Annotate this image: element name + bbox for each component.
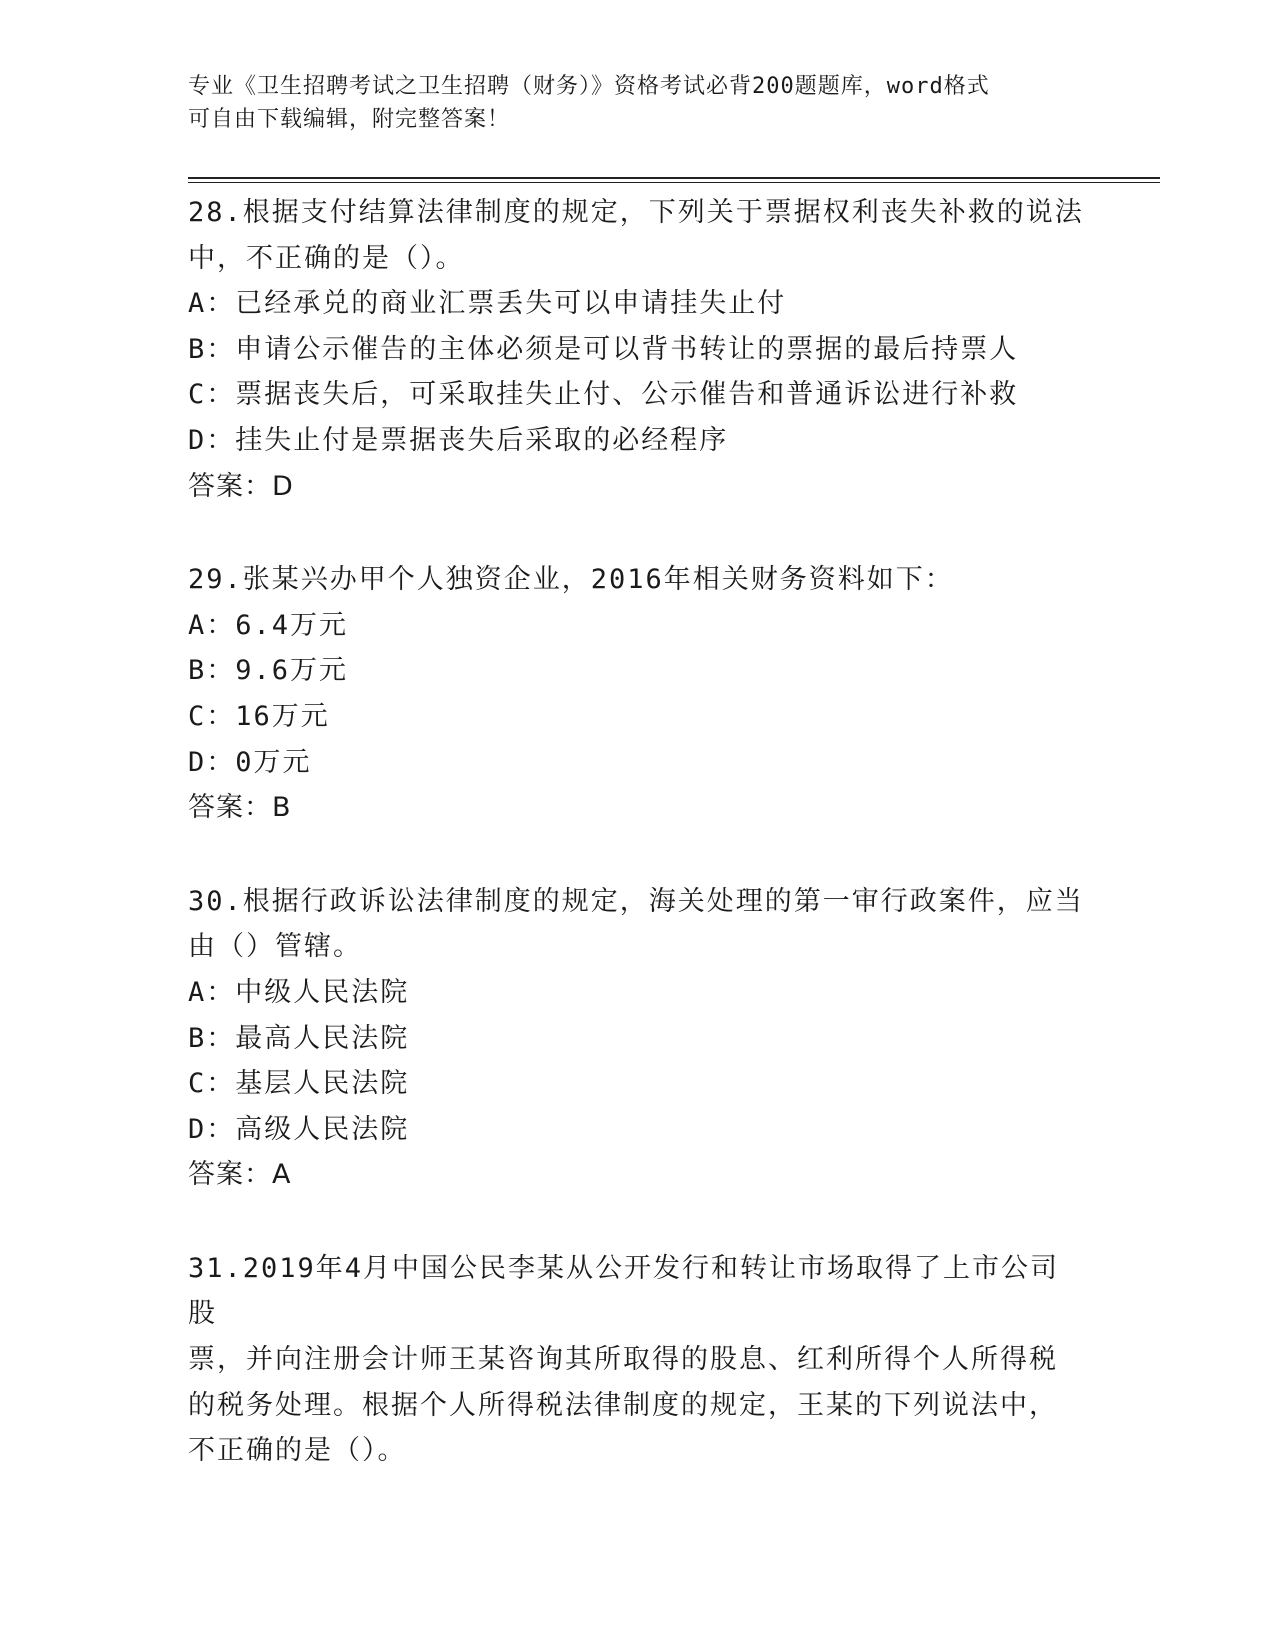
stem-line: 票，并向注册会计师王某咨询其所取得的股息、红利所得个人所得税 [188, 1344, 1058, 1376]
option-b: B：9.6万元 [188, 655, 349, 687]
question-stem [188, 557, 1088, 603]
stem-line: 28.根据支付结算法律制度的规定，下列关于票据权利丧失补救的说法 [188, 197, 1084, 228]
question-stem [188, 190, 1088, 281]
stem-line: 由（）管辖。 [188, 931, 362, 963]
document-header [188, 70, 1088, 136]
answer: 答案：B [188, 792, 292, 824]
question-stem [188, 1246, 1088, 1474]
question-31 [188, 1246, 1088, 1474]
answer: 答案：D [188, 470, 294, 502]
stem-line: 的税务处理。根据个人所得税法律制度的规定，王某的下列说法中， [188, 1389, 1058, 1421]
header-line-1: 专业《卫生招聘考试之卫生招聘（财务）》资格考试必背200题题库，word格式 [188, 74, 990, 99]
header-divider [188, 177, 1160, 183]
question-29 [188, 557, 1088, 831]
option-c: C：票据丧失后，可采取挂失止付、公示催告和普通诉讼进行补救 [188, 379, 1019, 411]
option-d: D：高级人民法院 [188, 1113, 410, 1145]
option-a: A：6.4万元 [188, 609, 349, 641]
option-d: D：挂失止付是票据丧失后采取的必经程序 [188, 424, 729, 456]
stem-line: 不正确的是（）。 [188, 1435, 407, 1467]
question-30 [188, 879, 1088, 1198]
stem-line: 30.根据行政诉讼法律制度的规定，海关处理的第一审行政案件，应当 [188, 885, 1084, 917]
stem-line: 中，不正确的是（）。 [188, 242, 465, 274]
header-line-2: 可自由下载编辑，附完整答案！ [188, 107, 511, 132]
question-stem [188, 879, 1088, 970]
option-a: A：已经承兑的商业汇票丢失可以申请挂失止付 [188, 288, 787, 320]
answer: 答案：A [188, 1159, 292, 1191]
option-b: B：最高人民法院 [188, 1022, 410, 1054]
option-d: D：0万元 [188, 746, 312, 778]
stem-line: 29.张某兴办甲个人独资企业，2016年相关财务资料如下： [188, 564, 954, 596]
stem-line: 31.2019年4月中国公民李某从公开发行和转让市场取得了上市公司股 [188, 1252, 1060, 1330]
option-c: C：基层人民法院 [188, 1068, 410, 1100]
option-a: A：中级人民法院 [188, 976, 410, 1008]
question-28 [188, 190, 1088, 509]
option-c: C：16万元 [188, 700, 330, 732]
option-b: B：申请公示催告的主体必须是可以背书转让的票据的最后持票人 [188, 333, 1019, 365]
question-list [188, 190, 1088, 1522]
